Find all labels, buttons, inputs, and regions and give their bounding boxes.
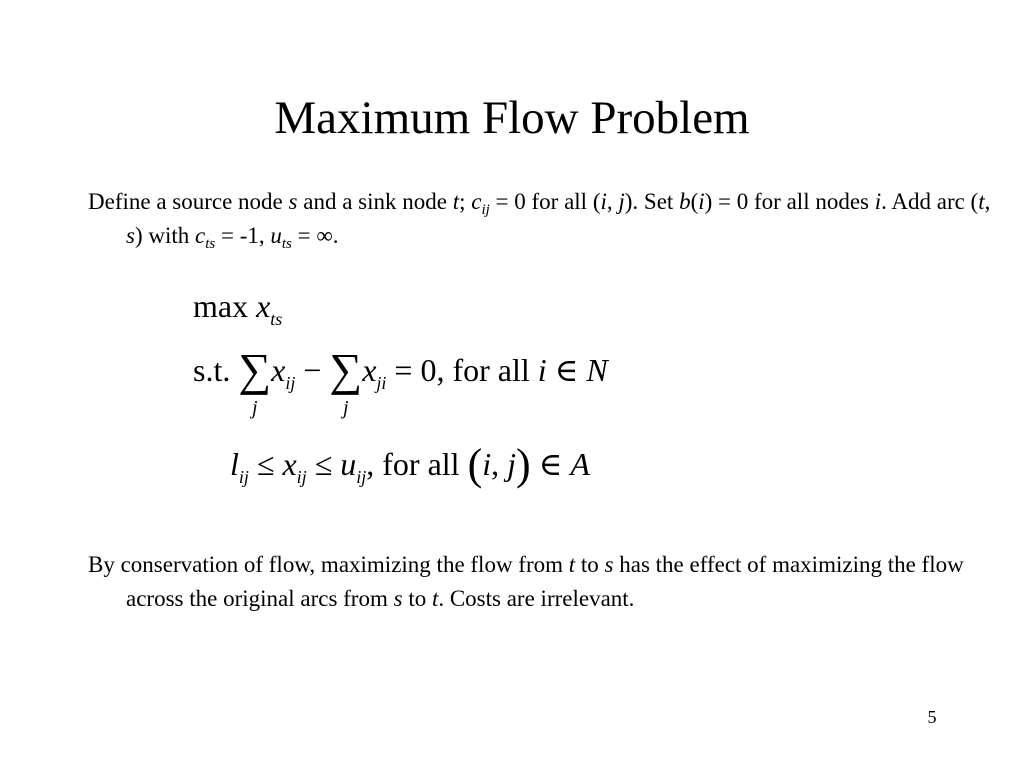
definition-paragraph xyxy=(88,185,1006,253)
symbol-s: s xyxy=(604,552,614,577)
symbol-s: s xyxy=(126,223,135,248)
var-l: l xyxy=(230,446,239,482)
subscript: ts xyxy=(281,236,292,252)
var-j: j xyxy=(507,446,516,482)
page-number: 5 xyxy=(927,707,937,727)
subscript: ij xyxy=(285,373,296,393)
text: By conservation of flow, maximizing the flow from xyxy=(88,552,569,577)
leq-operator: ≤ xyxy=(306,446,341,482)
symbol-t: t xyxy=(431,586,439,611)
subscript: ij xyxy=(481,202,490,218)
left-paren: ( xyxy=(467,440,483,489)
text: Define a source node xyxy=(88,189,289,214)
subscript: ij xyxy=(356,467,367,487)
set-A: A xyxy=(570,446,590,482)
leq-operator: ≤ xyxy=(248,446,283,482)
sigma: ∑ xyxy=(238,344,272,395)
sum-symbol xyxy=(238,344,272,419)
constraint-conservation xyxy=(193,344,608,419)
conservation-paragraph xyxy=(88,548,1006,616)
constraint-bounds xyxy=(230,440,590,489)
var-u: u xyxy=(340,446,357,482)
text: ). Set xyxy=(624,189,680,214)
text: . Costs are irrelevant. xyxy=(438,586,635,611)
symbol-t: t xyxy=(452,189,460,214)
text: , xyxy=(606,189,619,214)
text: = ∞. xyxy=(291,223,339,248)
symbol-c: c xyxy=(471,189,482,214)
text: has the effect of maximizing the flow across the original arcs from xyxy=(126,552,964,611)
symbol-b: b xyxy=(679,189,691,214)
subscript: ij xyxy=(238,467,249,487)
text: , xyxy=(984,189,991,214)
subject-to-label: s.t. xyxy=(193,352,239,388)
subscript: ts xyxy=(270,309,283,329)
minus-operator: − xyxy=(295,352,330,388)
text: ; xyxy=(459,189,472,214)
element-of: ∈ xyxy=(546,352,587,388)
symbol-t: t xyxy=(978,189,985,214)
right-paren: ) xyxy=(516,440,531,489)
symbol-t: t xyxy=(568,552,576,577)
text: = 0, for all xyxy=(386,352,538,388)
subscript: ji xyxy=(376,373,387,393)
var-x: x xyxy=(362,352,377,388)
text: ( xyxy=(690,189,699,214)
sum-index: j xyxy=(251,397,258,419)
symbol-s: s xyxy=(288,189,298,214)
var-x: x xyxy=(256,288,271,324)
symbol-i: i xyxy=(600,189,607,214)
var-i: i xyxy=(537,352,547,388)
var-x: x xyxy=(282,446,297,482)
element-of: ∈ xyxy=(530,446,571,482)
text: and a sink node xyxy=(297,189,453,214)
sum-symbol xyxy=(329,344,363,419)
symbol-c: c xyxy=(195,223,206,248)
set-N: N xyxy=(586,352,608,388)
text: . Add arc ( xyxy=(881,189,979,214)
objective-line xyxy=(193,286,283,329)
symbol-u: u xyxy=(270,223,282,248)
text: , xyxy=(491,446,508,482)
sum-index: j xyxy=(343,397,349,419)
text: ) = 0 for all nodes xyxy=(704,189,875,214)
var-x: x xyxy=(271,352,286,388)
symbol-i: i xyxy=(698,189,705,214)
text: to xyxy=(402,586,432,611)
slide-title: Maximum Flow Problem xyxy=(274,92,750,144)
sigma: ∑ xyxy=(329,344,363,395)
symbol-j: j xyxy=(618,189,625,214)
var-i: i xyxy=(482,446,492,482)
text: = 0 for all ( xyxy=(489,189,601,214)
max-operator: max xyxy=(193,288,257,324)
text: to xyxy=(575,552,605,577)
text: = -1, xyxy=(215,223,271,248)
subscript: ts xyxy=(205,236,216,252)
symbol-s: s xyxy=(393,586,403,611)
text: ) with xyxy=(134,223,196,248)
subscript: ij xyxy=(296,467,307,487)
text: , for all xyxy=(366,446,468,482)
symbol-i: i xyxy=(874,189,882,214)
